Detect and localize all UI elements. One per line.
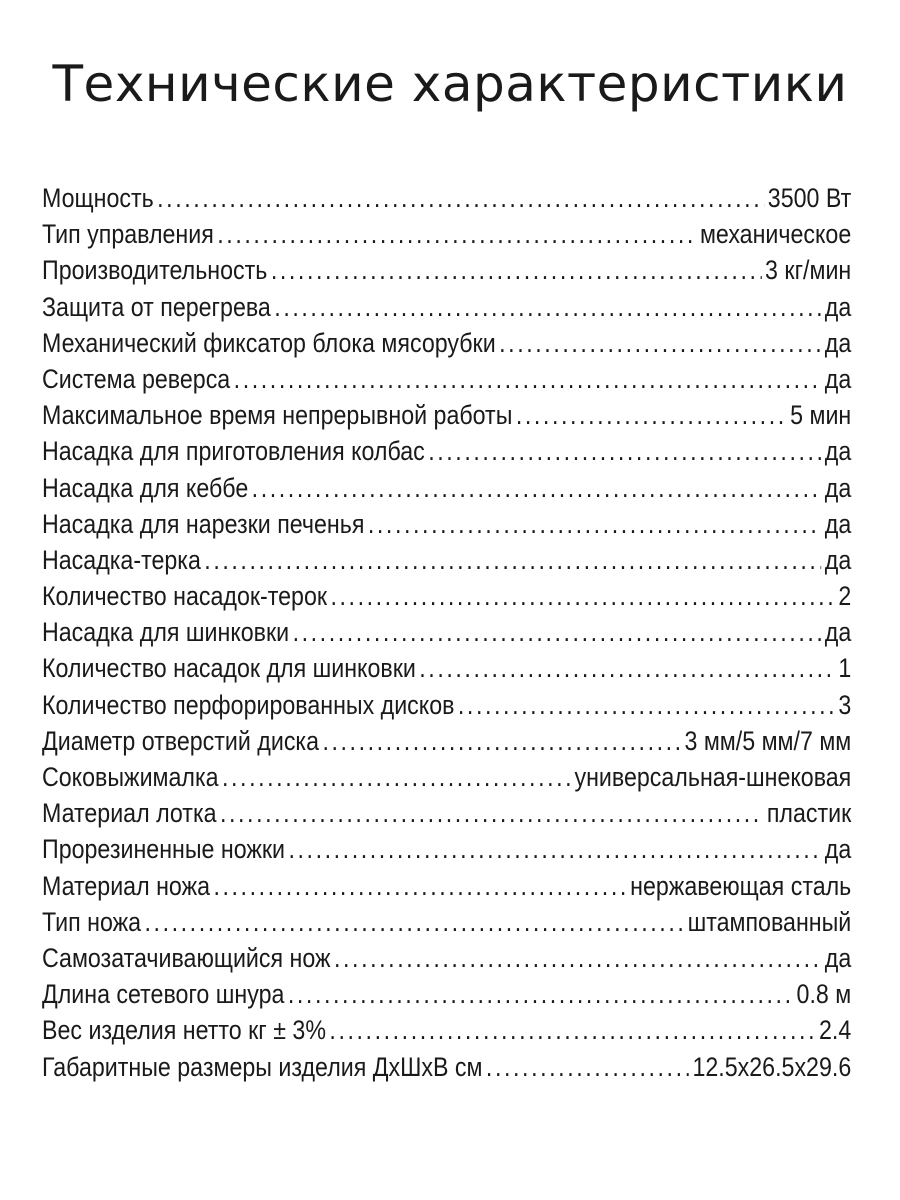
- spec-value: нержавеющая сталь: [630, 870, 852, 901]
- spec-row: [42, 361, 851, 397]
- spec-value: механическое: [699, 219, 852, 250]
- spec-value: да: [824, 291, 852, 322]
- spec-label: Тип ножа: [42, 906, 142, 937]
- dot-leader: [330, 578, 834, 614]
- spec-value: да: [824, 363, 852, 394]
- dot-leader: [288, 976, 793, 1012]
- spec-value: 2: [838, 581, 852, 612]
- spec-row: [42, 687, 851, 723]
- dot-leader: [368, 506, 821, 542]
- dot-leader: [213, 868, 626, 904]
- page-title: Технические характеристики: [52, 55, 848, 113]
- spec-value: пластик: [766, 798, 852, 829]
- spec-label: Насадка для нарезки печенья: [42, 508, 365, 539]
- dot-leader: [458, 687, 835, 723]
- spec-value: да: [824, 617, 852, 648]
- spec-row: [42, 252, 851, 288]
- spec-label: Диаметр отверстий диска: [42, 725, 320, 756]
- spec-label: Насадка для приготовления колбас: [42, 436, 425, 467]
- spec-row: [42, 578, 851, 614]
- spec-label: Материал лотка: [42, 798, 217, 829]
- spec-value: 0.8 м: [796, 979, 852, 1010]
- dot-leader: [274, 289, 821, 325]
- spec-value: да: [824, 834, 852, 865]
- spec-value: да: [824, 436, 852, 467]
- spec-row: [42, 289, 851, 325]
- dot-leader: [204, 542, 821, 578]
- spec-label: Количество насадок-терок: [42, 581, 328, 612]
- spec-label: Материал ножа: [42, 870, 211, 901]
- spec-label: Количество насадок для шинковки: [42, 653, 416, 684]
- spec-label: Соковыжималка: [42, 762, 219, 792]
- dot-leader: [220, 795, 763, 831]
- spec-row: [42, 433, 851, 469]
- spec-value: 1: [838, 653, 852, 684]
- spec-row: [42, 1012, 851, 1048]
- spec-value: да: [824, 942, 852, 973]
- spec-value: 12.5х26.5х29.6: [692, 1051, 852, 1082]
- spec-value: 3 кг/мин: [765, 255, 852, 286]
- spec-value: 2.4: [818, 1015, 852, 1046]
- spec-label: Прорезиненные ножки: [42, 834, 286, 865]
- spec-value: 3500 Вт: [767, 183, 852, 213]
- spec-label: Максимальное время непрерывной работы: [42, 400, 513, 431]
- spec-row: [42, 723, 851, 759]
- spec-value: 3 мм/5 мм/7 мм: [684, 725, 852, 756]
- spec-row: [42, 506, 851, 542]
- spec-row: [42, 868, 851, 904]
- dot-leader: [145, 904, 685, 940]
- dot-leader: [293, 614, 822, 650]
- spec-label: Производительность: [42, 255, 268, 286]
- spec-value: 3: [838, 689, 852, 720]
- dot-leader: [252, 470, 822, 506]
- spec-value: универсальная-шнековая: [574, 762, 852, 792]
- spec-row: [42, 976, 851, 1012]
- spec-label: Мощность: [42, 183, 154, 213]
- spec-row: [42, 325, 851, 361]
- spec-label: Насадка для шинковки: [42, 617, 290, 648]
- dot-leader: [157, 180, 764, 216]
- spec-row: [42, 831, 851, 867]
- spec-label: Механический фиксатор блока мясорубки: [42, 327, 496, 358]
- spec-row: [42, 940, 851, 976]
- spec-label: Вес изделия нетто кг ± 3%: [42, 1015, 326, 1046]
- spec-row: [42, 904, 851, 940]
- spec-row: [42, 542, 851, 578]
- spec-label: Защита от перегрева: [42, 291, 271, 322]
- spec-label: Количество перфорированных дисков: [42, 689, 455, 720]
- spec-label: Габаритные размеры изделия ДхШхВ см: [42, 1051, 483, 1082]
- spec-value: да: [824, 327, 852, 358]
- dot-leader: [288, 831, 821, 867]
- dot-leader: [428, 433, 821, 469]
- spec-label: Длина сетевого шнура: [42, 979, 285, 1010]
- spec-value: да: [824, 508, 852, 539]
- dot-leader: [217, 216, 696, 252]
- dot-leader: [419, 650, 835, 686]
- spec-row: [42, 614, 851, 650]
- spec-value: штампованный: [687, 906, 852, 937]
- spec-label: Система реверса: [42, 363, 231, 394]
- spec-value: да: [824, 544, 852, 575]
- dot-leader: [486, 1049, 689, 1085]
- spec-label: Насадка для кеббе: [42, 472, 249, 503]
- dot-leader: [271, 252, 762, 288]
- spec-value: да: [824, 472, 852, 503]
- spec-row: [42, 1049, 851, 1085]
- dot-leader: [499, 325, 821, 361]
- dot-leader: [322, 723, 681, 759]
- spec-value: 5 мин: [790, 400, 852, 431]
- spec-label: Самозатачивающийся нож: [42, 942, 331, 973]
- spec-list: [42, 180, 852, 1085]
- spec-label: Тип управления: [42, 219, 214, 250]
- dot-leader: [516, 397, 787, 433]
- spec-row: [42, 216, 851, 252]
- spec-row: [42, 180, 851, 216]
- spec-row: [42, 397, 851, 433]
- spec-row: [42, 470, 851, 506]
- dot-leader: [329, 1012, 815, 1048]
- spec-row: [42, 759, 851, 795]
- spec-row: [42, 650, 851, 686]
- spec-row: [42, 795, 851, 831]
- dot-leader: [334, 940, 821, 976]
- dot-leader: [222, 759, 571, 795]
- spec-label: Насадка-терка: [42, 544, 201, 575]
- dot-leader: [234, 361, 822, 397]
